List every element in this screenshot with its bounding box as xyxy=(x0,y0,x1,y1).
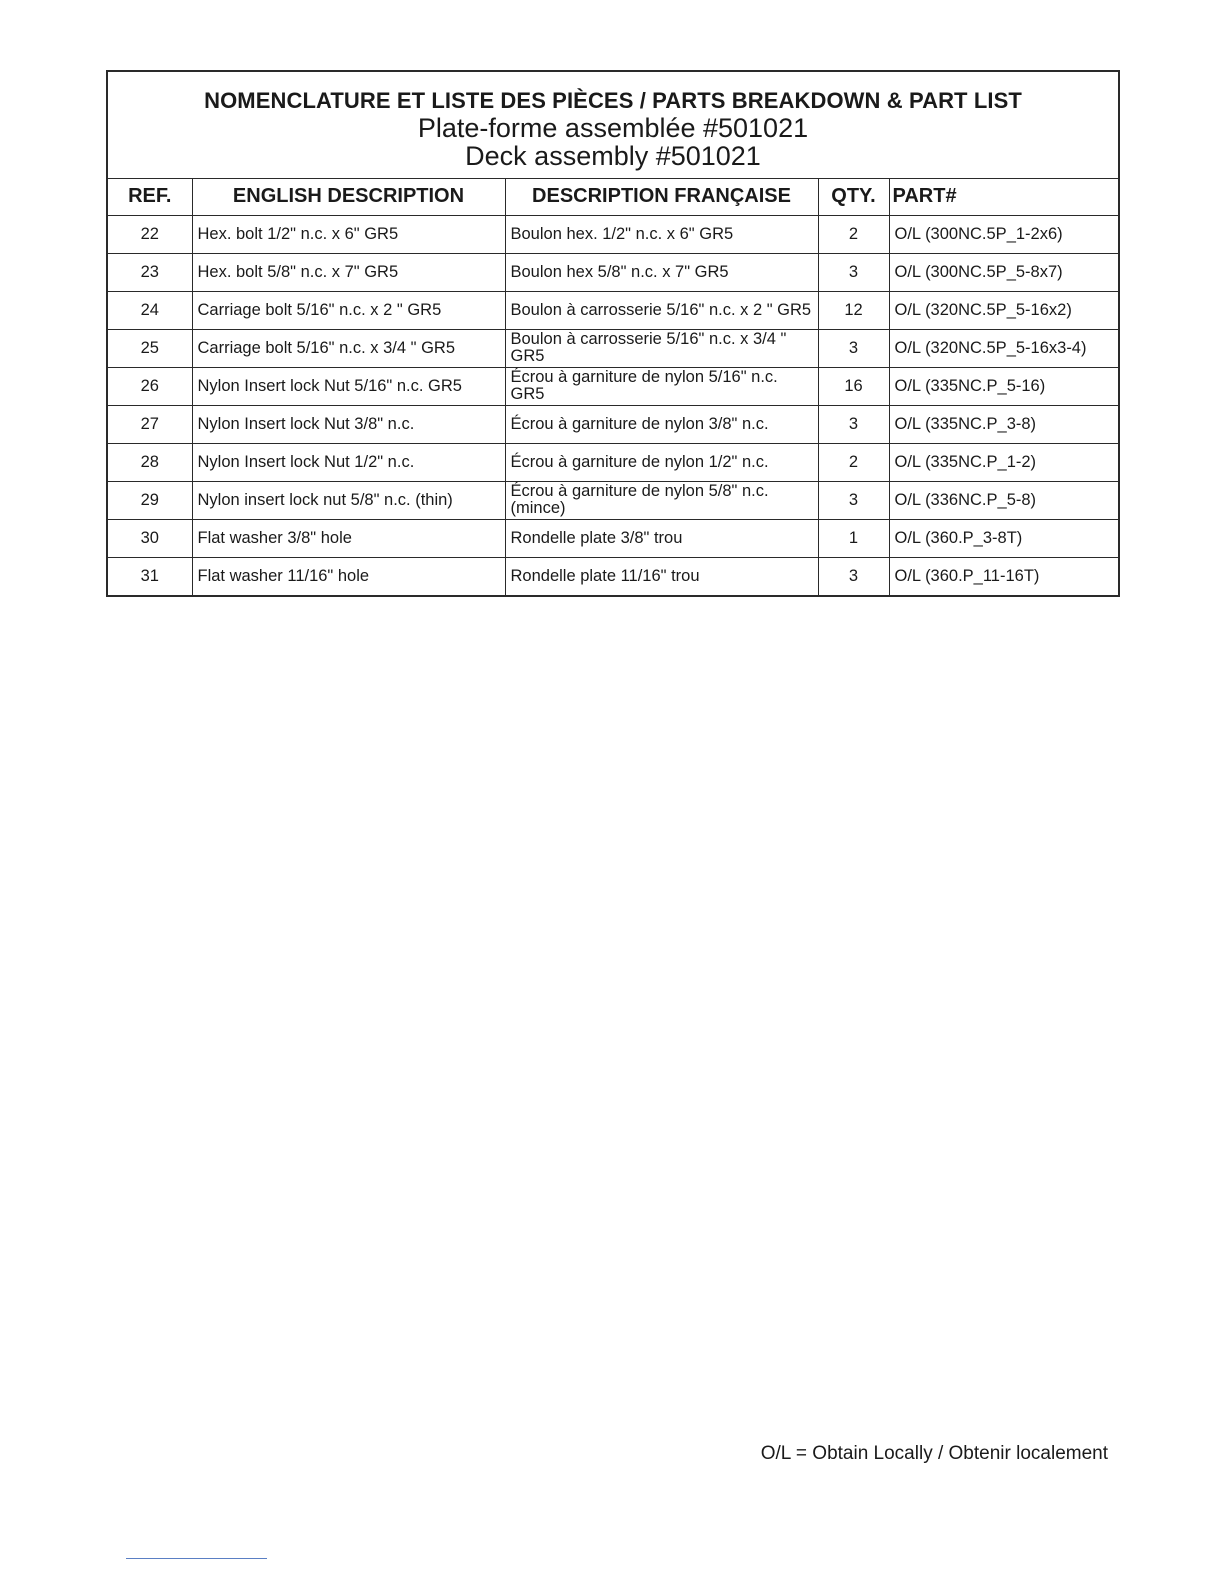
page-divider-line xyxy=(126,1558,267,1559)
qty-cell: 3 xyxy=(818,557,889,595)
ref-cell: 25 xyxy=(108,329,192,367)
english-description-cell: Flat washer 11/16" hole xyxy=(192,557,505,595)
ref-cell: 22 xyxy=(108,215,192,253)
english-description-cell: Nylon Insert lock Nut 1/2" n.c. xyxy=(192,443,505,481)
qty-cell: 12 xyxy=(818,291,889,329)
qty-cell: 3 xyxy=(818,329,889,367)
assembly-title-english: Deck assembly #501021 xyxy=(465,141,761,171)
ref-cell: 23 xyxy=(108,253,192,291)
qty-cell: 3 xyxy=(818,253,889,291)
table-row xyxy=(108,367,1118,405)
qty-cell: 2 xyxy=(818,443,889,481)
french-description-cell: Rondelle plate 11/16" trou xyxy=(505,557,818,595)
english-description-cell: Hex. bolt 1/2" n.c. x 6" GR5 xyxy=(192,215,505,253)
english-description-cell: Carriage bolt 5/16" n.c. x 2 " GR5 xyxy=(192,291,505,329)
french-description-cell: Rondelle plate 3/8" trou xyxy=(505,519,818,557)
table-row xyxy=(108,557,1118,595)
column-header-ref: REF. xyxy=(108,179,192,215)
part-number-cell: O/L (300NC.5P_1-2x6) xyxy=(889,215,1118,253)
table-row xyxy=(108,481,1118,519)
part-number-cell: O/L (360.P_3-8T) xyxy=(889,519,1118,557)
part-number-cell: O/L (335NC.P_3-8) xyxy=(889,405,1118,443)
part-number-cell: O/L (360.P_11-16T) xyxy=(889,557,1118,595)
table-row xyxy=(108,215,1118,253)
ref-cell: 24 xyxy=(108,291,192,329)
french-description-cell: Boulon hex. 1/2" n.c. x 6" GR5 xyxy=(505,215,818,253)
english-description-cell: Carriage bolt 5/16" n.c. x 3/4 " GR5 xyxy=(192,329,505,367)
ref-cell: 29 xyxy=(108,481,192,519)
part-number-cell: O/L (300NC.5P_5-8x7) xyxy=(889,253,1118,291)
qty-cell: 2 xyxy=(818,215,889,253)
english-description-cell: Hex. bolt 5/8" n.c. x 7" GR5 xyxy=(192,253,505,291)
table-row xyxy=(108,329,1118,367)
title-block xyxy=(108,72,1118,179)
french-description-cell: Boulon hex 5/8" n.c. x 7" GR5 xyxy=(505,253,818,291)
qty-cell: 16 xyxy=(818,367,889,405)
assembly-title-french: Plate-forme assemblée #501021 xyxy=(417,113,809,143)
part-number-cell: O/L (336NC.P_5-8) xyxy=(889,481,1118,519)
document-title: NOMENCLATURE ET LISTE DES PIÈCES / PARTS BREAKDOWN & PART LIST xyxy=(204,88,1022,113)
french-description-cell: Écrou à garniture de nylon 3/8" n.c. xyxy=(505,405,818,443)
ref-cell: 28 xyxy=(108,443,192,481)
part-number-cell: O/L (335NC.P_5-16) xyxy=(889,367,1118,405)
english-description-cell: Nylon Insert lock Nut 5/16" n.c. GR5 xyxy=(192,367,505,405)
table-row xyxy=(108,253,1118,291)
qty-cell: 1 xyxy=(818,519,889,557)
part-number-cell: O/L (320NC.5P_5-16x3-4) xyxy=(889,329,1118,367)
part-number-cell: O/L (335NC.P_1-2) xyxy=(889,443,1118,481)
french-description-cell: Écrou à garniture de nylon 1/2" n.c. xyxy=(505,443,818,481)
french-description-cell: Boulon à carrosserie 5/16" n.c. x 2 " GR5 xyxy=(505,291,818,329)
table-row xyxy=(108,405,1118,443)
table-row xyxy=(108,443,1118,481)
table-row xyxy=(108,519,1118,557)
column-header-qty: QTY. xyxy=(818,179,889,215)
english-description-cell: Nylon insert lock nut 5/8" n.c. (thin) xyxy=(192,481,505,519)
column-header-english-description: ENGLISH DESCRIPTION xyxy=(192,179,505,215)
ref-cell: 30 xyxy=(108,519,192,557)
qty-cell: 3 xyxy=(818,481,889,519)
column-header-french-description: DESCRIPTION FRANÇAISE xyxy=(505,179,818,215)
parts-list-frame xyxy=(106,70,1120,597)
parts-table xyxy=(108,179,1118,595)
french-description-cell: Écrou à garniture de nylon 5/8" n.c. (mince) xyxy=(505,481,818,519)
ref-cell: 26 xyxy=(108,367,192,405)
column-header-part-number: PART# xyxy=(889,179,1118,215)
obtain-locally-footnote: O/L = Obtain Locally / Obtenir localement xyxy=(760,1443,1108,1464)
qty-cell: 3 xyxy=(818,405,889,443)
french-description-cell: Écrou à garniture de nylon 5/16" n.c. GR5 xyxy=(505,367,818,405)
table-row xyxy=(108,291,1118,329)
french-description-cell: Boulon à carrosserie 5/16" n.c. x 3/4 " GR5 xyxy=(505,329,818,367)
table-header-row xyxy=(108,179,1118,215)
part-number-cell: O/L (320NC.5P_5-16x2) xyxy=(889,291,1118,329)
english-description-cell: Flat washer 3/8" hole xyxy=(192,519,505,557)
ref-cell: 31 xyxy=(108,557,192,595)
english-description-cell: Nylon Insert lock Nut 3/8" n.c. xyxy=(192,405,505,443)
ref-cell: 27 xyxy=(108,405,192,443)
